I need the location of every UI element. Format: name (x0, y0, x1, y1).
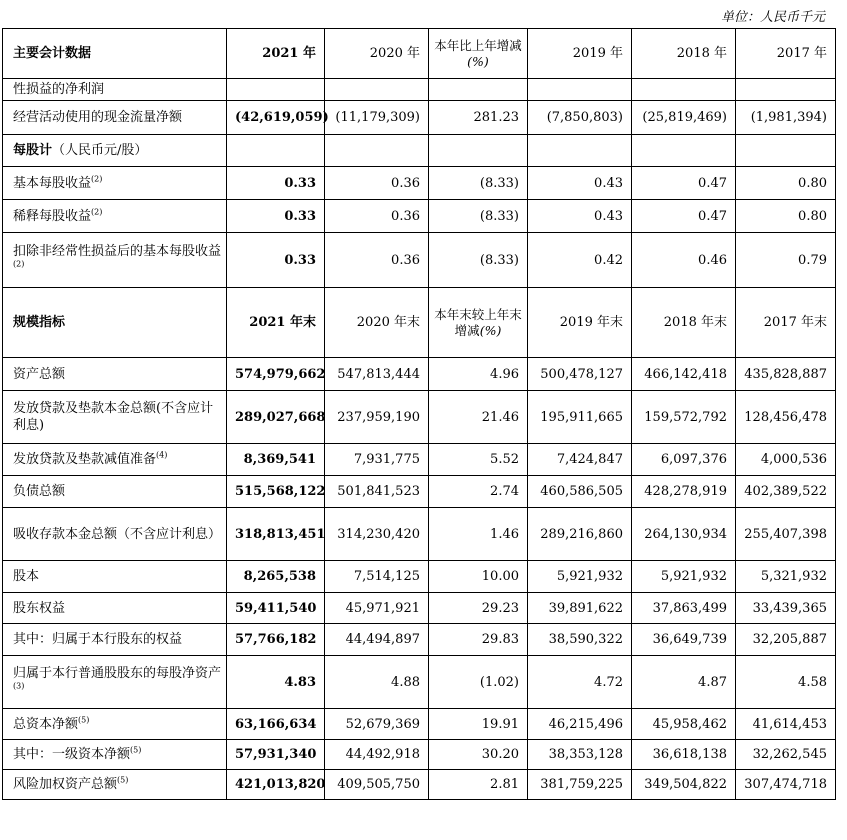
cell-value: 63,166,634 (227, 709, 325, 740)
row-label: 扣除非经常性损益后的基本每股收益$^{(2)}$ (3, 233, 227, 288)
header-scale-row (3, 288, 836, 358)
row-label: 稀释每股收益$^{(2)}$ (3, 200, 227, 233)
table-row (3, 593, 836, 624)
cell-value: 547,813,444 (325, 358, 429, 391)
cell-value: 428,278,919 (632, 476, 736, 508)
header-scale-col-change: 本年末较上年末增减(%) (429, 288, 528, 358)
footnote-marker: (5) (130, 745, 142, 755)
cell-value: 0.33 (227, 200, 325, 233)
cell-value: 30.20 (429, 740, 528, 770)
cell-value: 5,921,932 (528, 561, 632, 593)
cell-value: 0.36 (325, 200, 429, 233)
row-label: 归属于本行普通股股东的每股净资产$^{(3)}$ (3, 656, 227, 709)
cell-value: 7,424,847 (528, 444, 632, 476)
cell-value: 52,679,369 (325, 709, 429, 740)
cell-value: 0.46 (632, 233, 736, 288)
header-accounting-col-change-pct: (%) (467, 53, 489, 69)
cell-value: 421,013,820 (227, 770, 325, 800)
cell-value: 45,971,921 (325, 593, 429, 624)
cell-value: 307,474,718 (736, 770, 836, 800)
cell-value: 500,478,127 (528, 358, 632, 391)
header-scale-col-change-pct: (%) (479, 322, 502, 338)
table-row (3, 358, 836, 391)
cell-value: 4.88 (325, 656, 429, 709)
row-label: 负债总额 (3, 476, 227, 508)
cell-value: 29.83 (429, 624, 528, 656)
cell-value: 38,353,128 (528, 740, 632, 770)
cell-value: 255,407,398 (736, 508, 836, 561)
cell-value: 402,389,522 (736, 476, 836, 508)
cell-value (325, 79, 429, 101)
empty-cell (736, 135, 836, 167)
empty-cell (528, 135, 632, 167)
row-label: 总资本净额$^{(5)}$ (3, 709, 227, 740)
cell-value: 289,216,860 (528, 508, 632, 561)
cell-value: 0.43 (528, 167, 632, 200)
footnote-marker: (5) (78, 715, 90, 725)
header-scale-col-y4: 2018 年末 (632, 288, 736, 358)
cell-value: (1,981,394) (736, 101, 836, 135)
header-scale-col-y3: 2019 年末 (528, 288, 632, 358)
cell-value: 2.81 (429, 770, 528, 800)
row-label: 其中：归属于本行股东的权益 (3, 624, 227, 656)
cell-value: 29.23 (429, 593, 528, 624)
cell-value: 38,590,322 (528, 624, 632, 656)
cell-value: 237,959,190 (325, 391, 429, 444)
cell-value: 159,572,792 (632, 391, 736, 444)
table-row (3, 624, 836, 656)
cell-value: 8,369,541 (227, 444, 325, 476)
cell-value: 0.80 (736, 167, 836, 200)
empty-cell (632, 135, 736, 167)
row-label: 风险加权资产总额$^{(5)}$ (3, 770, 227, 800)
cell-value: 5.52 (429, 444, 528, 476)
header-scale-col-current: 2021 年末 (227, 288, 325, 358)
cell-value: 289,027,668 (227, 391, 325, 444)
row-label: 发放贷款及垫款本金总额(不含应计利息) (3, 391, 227, 444)
footnote-marker: (2) (13, 259, 25, 269)
cell-value: 32,262,545 (736, 740, 836, 770)
cell-value: 4.58 (736, 656, 836, 709)
footnote-marker: (5) (117, 775, 129, 785)
header-scale-col-y5: 2017 年末 (736, 288, 836, 358)
cell-value: 4,000,536 (736, 444, 836, 476)
header-accounting-col-y3: 2019 年 (528, 29, 632, 79)
cell-value: 0.33 (227, 167, 325, 200)
cell-value: 195,911,665 (528, 391, 632, 444)
table-row (3, 444, 836, 476)
cell-value: (8.33) (429, 233, 528, 288)
row-label: 发放贷款及垫款减值准备$^{(4)}$ (3, 444, 227, 476)
eps-header-row (3, 135, 836, 167)
cell-value: 21.46 (429, 391, 528, 444)
cell-value: 0.47 (632, 200, 736, 233)
cell-value: (8.33) (429, 200, 528, 233)
table-row (3, 740, 836, 770)
header-accounting-col-prior: 2020 年 (325, 29, 429, 79)
cell-value: 59,411,540 (227, 593, 325, 624)
financial-table (2, 28, 836, 800)
cell-value (736, 79, 836, 101)
cell-value: 57,766,182 (227, 624, 325, 656)
cell-value: (11,179,309) (325, 101, 429, 135)
cell-value: 0.33 (227, 233, 325, 288)
cell-value: 0.43 (528, 200, 632, 233)
header-scale-title: 规模指标 (3, 288, 227, 358)
footnote-marker: (3) (13, 681, 25, 691)
cell-value: 19.91 (429, 709, 528, 740)
cell-value: 41,614,453 (736, 709, 836, 740)
cell-value: 460,586,505 (528, 476, 632, 508)
eps-header-label (3, 135, 227, 167)
unit-note: 单位：人民币千元 (720, 10, 825, 25)
cell-value: (1.02) (429, 656, 528, 709)
empty-cell (429, 135, 528, 167)
row-label: 其中：一级资本净额$^{(5)}$ (3, 740, 227, 770)
row-label: 股本 (3, 561, 227, 593)
cell-value: 281.23 (429, 101, 528, 135)
footnote-marker: (4) (156, 450, 168, 460)
table-row (3, 656, 836, 709)
cell-value: 128,456,478 (736, 391, 836, 444)
cell-value: (7,850,803) (528, 101, 632, 135)
cell-value: 409,505,750 (325, 770, 429, 800)
cell-value: 435,828,887 (736, 358, 836, 391)
cell-value: 36,649,739 (632, 624, 736, 656)
cell-value: 314,230,420 (325, 508, 429, 561)
table-row (3, 101, 836, 135)
table-row (3, 561, 836, 593)
cell-value: 264,130,934 (632, 508, 736, 561)
cell-value: 1.46 (429, 508, 528, 561)
row-label: 股东权益 (3, 593, 227, 624)
cell-value: 8,265,538 (227, 561, 325, 593)
row-label: 基本每股收益$^{(2)}$ (3, 167, 227, 200)
cell-value: 0.47 (632, 167, 736, 200)
table-row (3, 391, 836, 444)
cell-value: 4.87 (632, 656, 736, 709)
footnote-marker: (2) (91, 174, 103, 184)
header-accounting-row (3, 29, 836, 79)
cell-value: (8.33) (429, 167, 528, 200)
row-label: 吸收存款本金总额（不含应计利息） (3, 508, 227, 561)
cell-value: 0.36 (325, 167, 429, 200)
cell-value: 0.79 (736, 233, 836, 288)
cell-value: (42,619,059) (227, 101, 325, 135)
header-accounting-title: 主要会计数据 (3, 29, 227, 79)
table-row (3, 167, 836, 200)
cell-value: 46,215,496 (528, 709, 632, 740)
table-row (3, 508, 836, 561)
table-row (3, 79, 836, 101)
empty-cell (227, 135, 325, 167)
table-row (3, 709, 836, 740)
cell-value: 318,813,451 (227, 508, 325, 561)
cell-value: 4.72 (528, 656, 632, 709)
cell-value: 10.00 (429, 561, 528, 593)
cell-value: 45,958,462 (632, 709, 736, 740)
cell-value: 381,759,225 (528, 770, 632, 800)
cell-value: 4.83 (227, 656, 325, 709)
footnote-marker: (2) (91, 207, 103, 217)
cell-value: 574,979,662 (227, 358, 325, 391)
cell-value: 349,504,822 (632, 770, 736, 800)
cell-value: 515,568,122 (227, 476, 325, 508)
cell-value: 39,891,622 (528, 593, 632, 624)
table-row (3, 476, 836, 508)
cell-value (528, 79, 632, 101)
cell-value: 36,618,138 (632, 740, 736, 770)
cell-value (227, 79, 325, 101)
header-accounting-col-y4: 2018 年 (632, 29, 736, 79)
cell-value: (25,819,469) (632, 101, 736, 135)
cell-value: 7,514,125 (325, 561, 429, 593)
cell-value: 0.80 (736, 200, 836, 233)
row-label: 资产总额 (3, 358, 227, 391)
eps-header-rest: （人民币元/股） (52, 143, 148, 158)
header-scale-col-prior: 2020 年末 (325, 288, 429, 358)
cell-value: 466,142,418 (632, 358, 736, 391)
cell-value: 2.74 (429, 476, 528, 508)
cell-value: 32,205,887 (736, 624, 836, 656)
cell-value: 501,841,523 (325, 476, 429, 508)
table-row (3, 200, 836, 233)
cell-value: 5,921,932 (632, 561, 736, 593)
empty-cell (325, 135, 429, 167)
eps-header-bold: 每股计 (13, 143, 53, 158)
cell-value: 7,931,775 (325, 444, 429, 476)
cell-value: 0.42 (528, 233, 632, 288)
cell-value: 4.96 (429, 358, 528, 391)
cell-value (429, 79, 528, 101)
cell-value (632, 79, 736, 101)
header-accounting-col-change: 本年比上年增减(%) (429, 29, 528, 79)
cell-value: 44,494,897 (325, 624, 429, 656)
cell-value: 5,321,932 (736, 561, 836, 593)
row-label: 性损益的净利润 (3, 79, 227, 101)
header-accounting-col-y5: 2017 年 (736, 29, 836, 79)
cell-value: 44,492,918 (325, 740, 429, 770)
header-accounting-col-current: 2021 年 (227, 29, 325, 79)
cell-value: 6,097,376 (632, 444, 736, 476)
table-row (3, 770, 836, 800)
cell-value: 57,931,340 (227, 740, 325, 770)
table-row (3, 233, 836, 288)
cell-value: 0.36 (325, 233, 429, 288)
cell-value: 33,439,365 (736, 593, 836, 624)
row-label: 经营活动使用的现金流量净额 (3, 101, 227, 135)
cell-value: 37,863,499 (632, 593, 736, 624)
